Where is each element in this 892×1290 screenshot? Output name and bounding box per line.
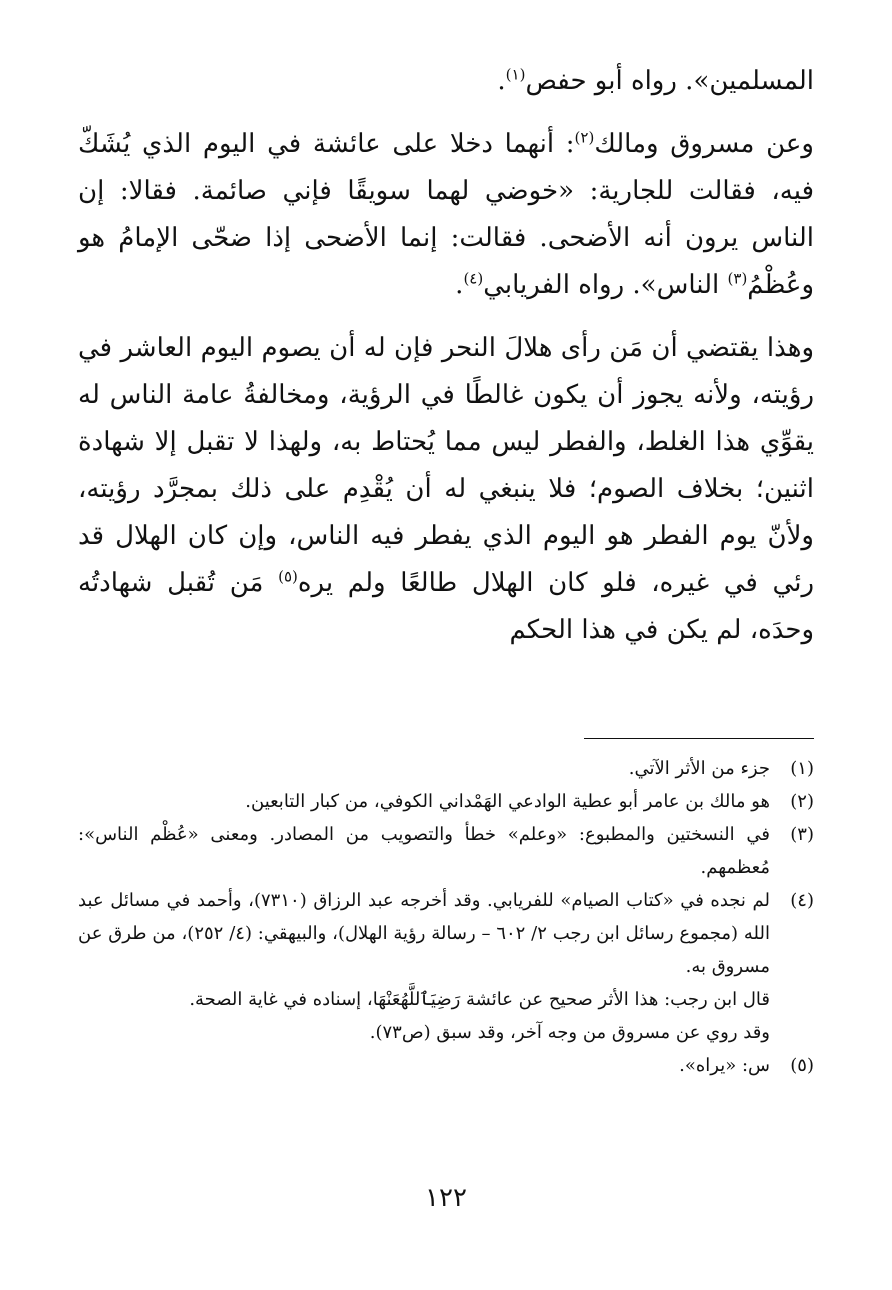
footnotes xyxy=(78,752,814,1082)
footnote-number: (٥) xyxy=(790,1055,814,1076)
footnote-separator xyxy=(584,738,814,739)
footnote-number: (٤) xyxy=(790,890,814,911)
footnote-number: (٣) xyxy=(790,824,814,845)
paragraph xyxy=(78,58,814,105)
footnote xyxy=(78,1049,814,1082)
paragraph-text: مَن تُقبل شهادتُه وحدَه، لم يكن في هذا الحكم xyxy=(78,568,814,645)
footnote xyxy=(78,884,814,1049)
footnote-text: هو مالك بن عامر أبو عطية الوادعي الهَمْداني الكوفي، من كبار التابعين. xyxy=(245,791,770,812)
footnote-text: وقد روي عن مسروق من وجه آخر، وقد سبق (ص٧٣). xyxy=(369,1022,770,1043)
paragraph-text: المسلمين». رواه أبو حفص xyxy=(525,66,814,96)
footnote xyxy=(78,818,814,884)
footnote-reference: (٥) xyxy=(278,567,298,586)
footnote-reference: (٤) xyxy=(463,269,484,288)
paragraph xyxy=(78,121,814,309)
main-text xyxy=(78,58,814,654)
footnote-number: (٢) xyxy=(790,791,814,812)
footnote-reference: (٢) xyxy=(574,128,595,147)
paragraph-text: : أنهما دخلا على عائشة في اليوم الذي يُشَكّ فيه، فقالت للجارية: «خوضي لهما سويقًا فإني صائمة. فقالا: إن الناس يرون أنه الأضحى. فقالت: إنما الأضحى إذا ضحّى الإمامُ هو وعُظْمُ xyxy=(78,129,814,300)
paragraph-text: الناس». رواه الفريابي xyxy=(483,270,728,300)
paragraph-text: وهذا يقتضي أن مَن رأى هلالَ النحر فإن له أن يصوم اليوم العاشر في رؤيته، ولأنه يجوز أن يكون غالطًا في الرؤية، ومخالفةُ عامة الناس له يقوِّي هذا الغلط، والفطر ليس مما يُحتاط به، ولهذا لا تقبل إلا شهادة اثنين؛ بخلاف الصوم؛ فلا ينبغي له أن يُقْدِم على ذلك بمجرَّد رؤيته، ولأنّ يوم الفطر هو اليوم الذي يفطر فيه الناس، وإن كان الهلال قد رئي في غيره، فلو كان الهلال طالعًا ولم يره xyxy=(78,333,814,598)
footnote-reference: (١) xyxy=(505,65,526,84)
footnote-text: س: «يراه». xyxy=(679,1055,770,1076)
footnote-text: قال ابن رجب: هذا الأثر صحيح عن عائشة رَضِيَٱللَّهُعَنْهَا، إسناده في غاية الصحة. xyxy=(189,989,770,1010)
main-text-block xyxy=(78,58,814,654)
paragraph-text: وعن مسروق ومالك xyxy=(594,129,814,159)
footnote-text: في النسختين والمطبوع: «وعلم» خطأ والتصويب من المصادر. ومعنى «عُظْم الناس»: مُعظمهم. xyxy=(78,824,770,878)
footnote-number: (١) xyxy=(790,758,814,779)
footnote xyxy=(78,752,814,785)
paragraph-text: . xyxy=(455,270,464,300)
footnote-reference: (٣) xyxy=(727,269,748,288)
footnote-text: جزء من الأثر الآتي. xyxy=(628,758,770,779)
footnote-text: لم نجده في «كتاب الصيام» للفريابي. وقد أخرجه عبد الرزاق (٧٣١٠)، وأحمد في مسائل عبد الله (مجموع رسائل ابن رجب ٢/ ٦٠٢ – رسالة رؤية الهلال)، والبيهقي: (٤/ ٢٥٢)، من طرق عن مسروق به. xyxy=(78,890,771,977)
page-number: ١٢٢ xyxy=(425,1183,467,1213)
paragraph-text: . xyxy=(497,66,506,96)
paragraph xyxy=(78,325,814,654)
footnote xyxy=(78,785,814,818)
